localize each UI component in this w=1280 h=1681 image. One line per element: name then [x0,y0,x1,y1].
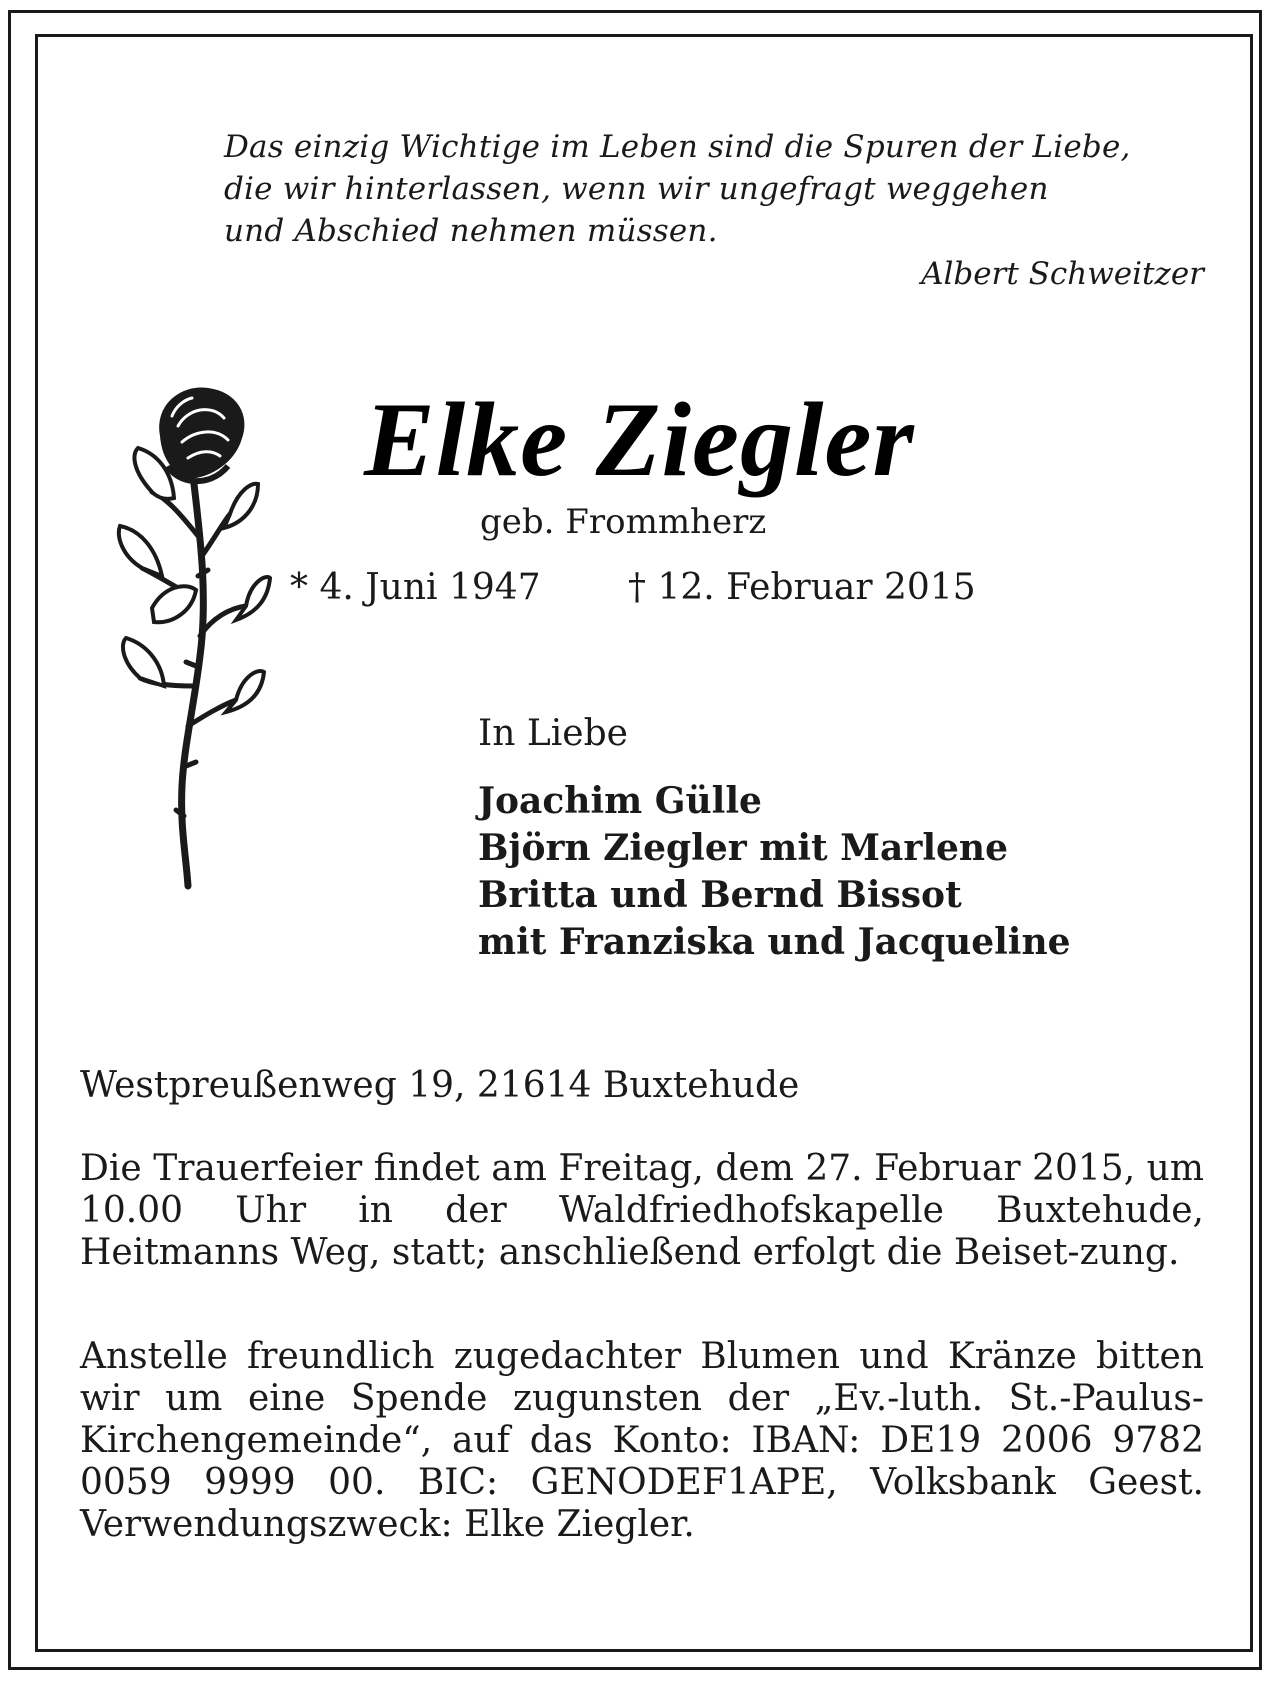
maiden-name: geb. Frommherz [480,502,767,542]
mourners-intro: In Liebe [478,713,628,754]
deceased-name: Elke Ziegler [364,381,915,498]
mourner-line: Björn Ziegler mit Marlene [478,827,1008,869]
mourners-list [478,778,1071,966]
donation-paragraph: Anstelle freundlich zugedachter Blumen und Kränze bitten wir um eine Spende zugunsten der „Ev.-luth. St.-Paulus-Kirchengemeinde“, auf das Konto: IBAN: DE19 2006 9782 0059 9999 00. BIC: GENODEF1APE, Volksbank Geest. Verwendungszweck: Elke Ziegler. [80,1336,1204,1545]
quote-line: Das einzig Wichtige im Leben sind die Spuren der Liebe, [224,129,1131,165]
quote [224,126,1208,252]
quote-line: die wir hinterlassen, wenn wir ungefragt weggehen [224,171,1049,207]
mourner-line: Britta und Bernd Bissot [478,874,962,916]
funeral-details-paragraph: Die Trauerfeier findet am Freitag, dem 27. Februar 2015, um 10.00 Uhr in der Waldfriedhofskapelle Buxtehude, Heitmanns Weg, statt; anschließend erfolgt die Beiset-zung. [80,1148,1204,1273]
quote-line: und Abschied nehmen müssen. [224,213,718,249]
rose-icon [112,386,272,896]
quote-author: Albert Schweitzer [921,256,1204,292]
birth-date: * 4. Juni 1947 [290,567,541,608]
mourner-line: mit Franziska und Jacqueline [478,921,1071,963]
mourner-line: Joachim Gülle [478,780,762,822]
death-date: † 12. Februar 2015 [628,567,976,608]
address: Westpreußenweg 19, 21614 Buxtehude [80,1065,800,1106]
